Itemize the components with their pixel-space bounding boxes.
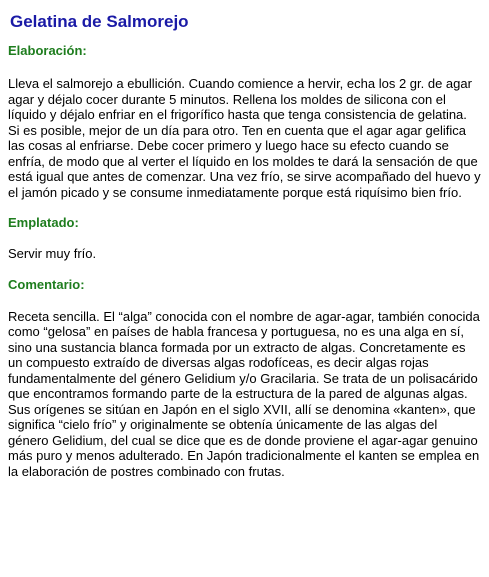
section-text-elaboracion: Lleva el salmorejo a ebullición. Cuando comience a hervir, echa los 2 gr. de agar agar y déjalo cocer durante 5 minutos. Rellena los moldes de silicona con el líquido y déjalo enfriar en el frigorífico hasta que tenga consistencia de gelatina. Si es posible, mejor de un día para otro. Ten en cuenta que el agar agar gelifica las cosas al enfriarse. Debe cocer primero y luego hace su efecto cuando se enfría, de modo que al verter el líquido en los moldes te dará la sensación de que está igual que antes de comenzar. Una vez frío, se sirve acompañado del huevo y el jamón picado y se consume inmediatamente porque está riquísimo bien frío. [8, 76, 481, 200]
section-heading-comentario: Comentario: [8, 276, 85, 292]
section-text-comentario: Receta sencilla. El “alga” conocida con el nombre de agar-agar, también conocida como “gelosa” en países de habla francesa y portuguesa, no es una alga en sí, sino una sustancia blanca formada por un extracto de algas. Concretamente es un compuesto extraído de diversas algas rodofíceas, es decir algas rojas fundamentalmente del género Gelidium y/o Gracilaria. Se trata de un polisacárido que encontramos formando parte de la estructura de la pared de algunas algas. Sus orígenes se sitúan en Japón en el siglo XVII, allí se denomina «kanten», que significa “cielo frío” y originalmente se obtenía únicamente de las algas del género Gelidium, del cual se dice que es de donde proviene el agar-agar genuino más puro y menos adulterado. En Japón tradicionalmente el kanten se emplea en la elaboración de postres combinado con frutas. [8, 308, 480, 479]
section-emplatado [8, 215, 481, 262]
section-comentario [8, 277, 481, 480]
section-elaboracion [8, 43, 481, 200]
section-text-emplatado: Servir muy frío. [8, 246, 97, 261]
recipe-title: Gelatina de Salmorejo [10, 12, 189, 31]
section-heading-emplatado: Emplatado: [8, 215, 79, 230]
section-heading-elaboracion: Elaboración: [8, 43, 87, 58]
